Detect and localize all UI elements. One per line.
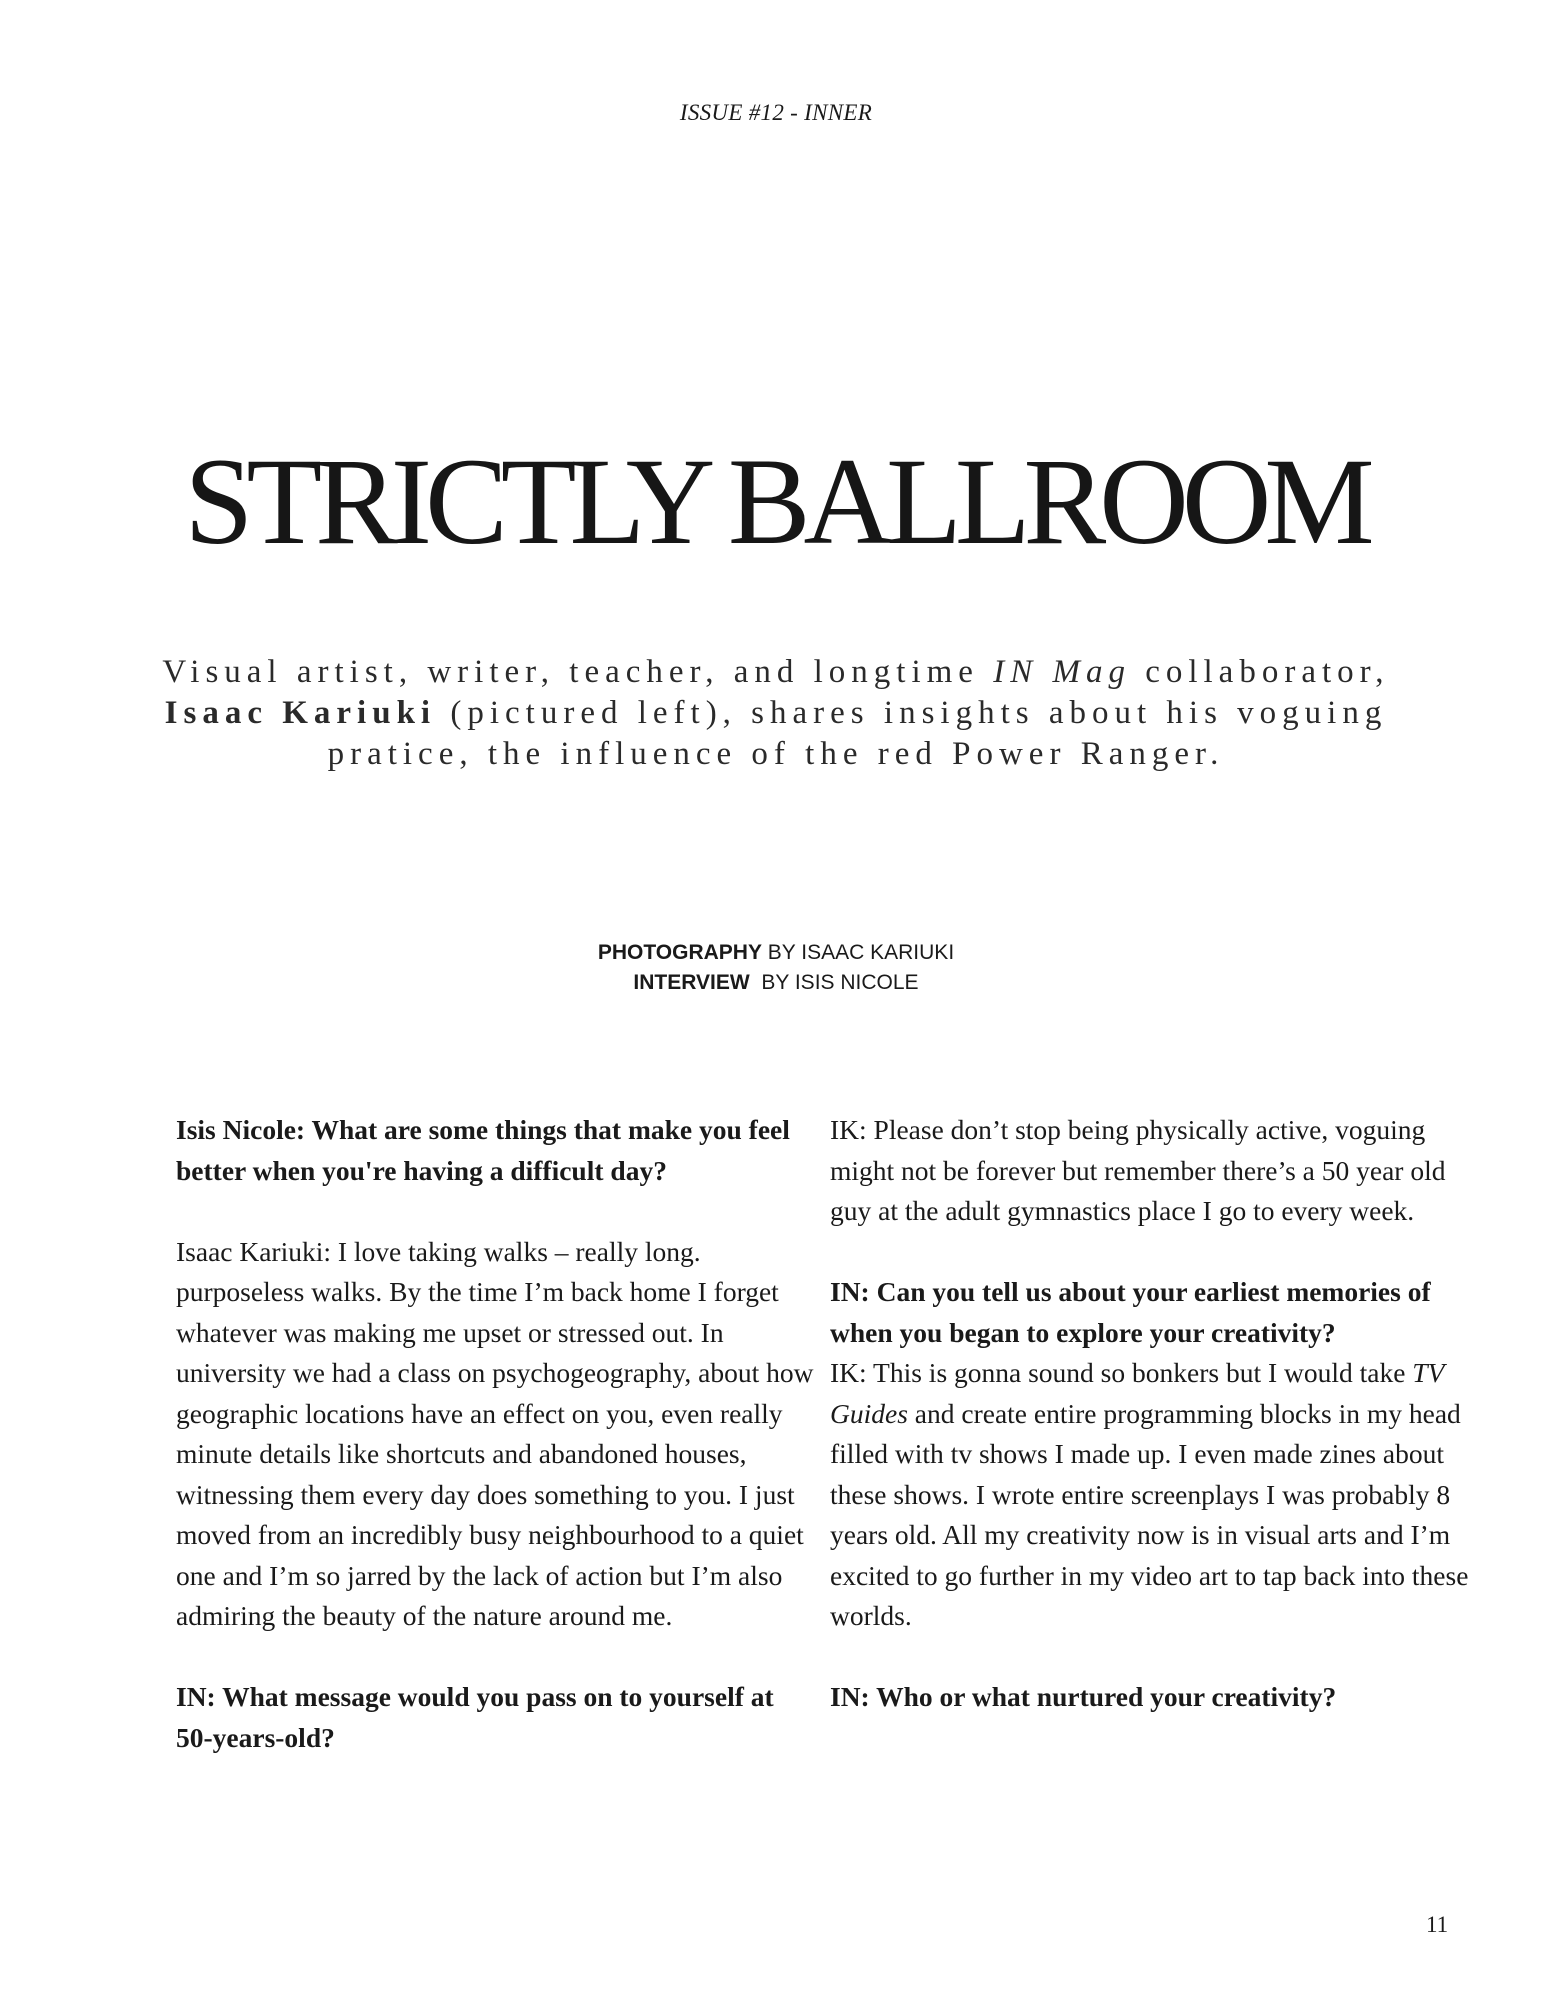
page-number: 11 — [1426, 1912, 1449, 1937]
issue-label: ISSUE #12 - INNER — [679, 100, 873, 125]
subtitle-part1: Visual artist, writer, teacher, and longtime — [162, 654, 994, 690]
interview-by: BY ISIS NICOLE — [755, 971, 919, 994]
article-title: STRICTLY BALLROOM — [184, 433, 1368, 570]
question-message-50: IN: What message would you pass on to yourself at 50-years-old? — [176, 1681, 774, 1753]
article-subtitle — [140, 652, 1412, 775]
subtitle-part2: collaborator, — [1130, 654, 1390, 690]
right-column — [830, 1110, 1470, 1718]
answer-earliest-rest: and create entire programming blocks in my head filled with tv shows I made up. I even made zines about these shows. I wrote entire screenplays I was probably 8 years old. All my creativity now is in visual arts and I’m excited to go further in my video art to tap back into these worlds. — [830, 1397, 1469, 1631]
left-column — [176, 1110, 816, 1758]
subject-name: Isaac Kariuki — [164, 695, 437, 731]
answer-earliest-memories — [830, 1353, 1470, 1637]
credits — [0, 938, 1552, 998]
question-earliest-memories: IN: Can you tell us about your earliest memories of when you began to explore your creativity? — [830, 1276, 1431, 1348]
photography-label: PHOTOGRAPHY — [597, 941, 762, 964]
interview-credit — [0, 968, 1552, 998]
answer-earliest-prefix: IK: This is gonna sound so bonkers but I would take — [830, 1357, 1413, 1388]
subtitle-part3: (pictured left), shares insights about his voguing pratice, the influence of the red Power Ranger. — [327, 695, 1388, 772]
tv-guides-italic: TV Guides — [830, 1357, 1444, 1429]
interview-label: INTERVIEW — [633, 971, 756, 994]
photography-credit — [0, 938, 1552, 968]
answer-message-50: IK: Please don’t stop being physically active, voguing might not be forever but remember there’s a 50 year old guy at the adult gymnastics place I go to every week. — [830, 1114, 1446, 1226]
question-difficult-day: Isis Nicole: What are some things that make you feel better when you're having a difficult day? — [176, 1114, 790, 1186]
magazine-name: IN Mag — [993, 654, 1131, 690]
answer-difficult-day: Isaac Kariuki: I love taking walks – really long. purposeless walks. By the time I’m back home I forget whatever was making me upset or stressed out. In university we had a class on psychogeography, about how geographic locations have an effect on you, even really minute details like shortcuts and abandoned houses, witnessing them every day does something to you. I just moved from an incredibly busy neighbourhood to a quiet one and I’m so jarred by the lack of action but I’m also admiring the beauty of the nature around me. — [176, 1235, 814, 1631]
photography-by: BY ISAAC KARIUKI — [761, 941, 955, 964]
question-nurtured-creativity: IN: Who or what nurtured your creativity? — [830, 1681, 1337, 1712]
